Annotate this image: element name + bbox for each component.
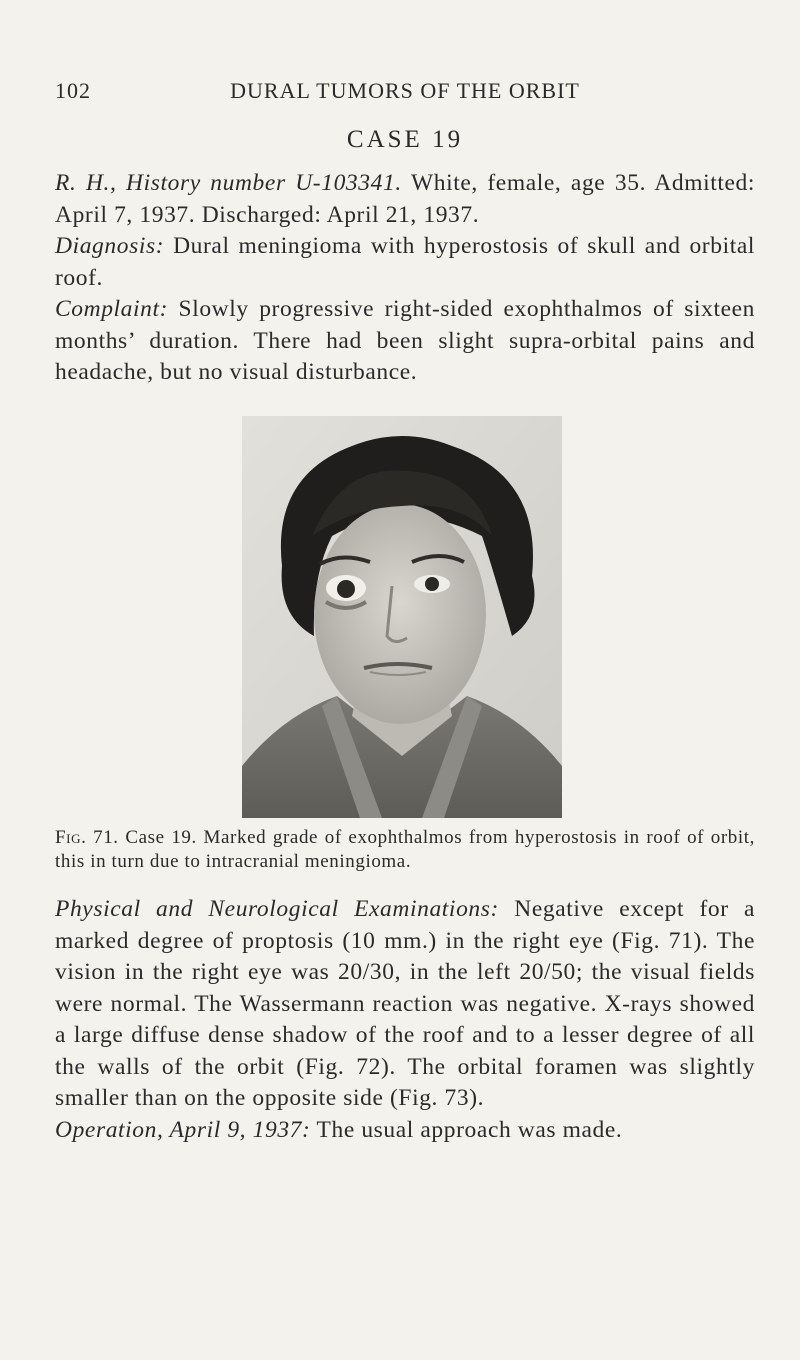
case-findings [55, 894, 755, 1146]
portrait-image [242, 416, 562, 818]
patient-paragraph [55, 168, 755, 231]
running-title: DURAL TUMORS OF THE ORBIT [230, 78, 580, 103]
history-number: History number U-103341. [126, 170, 402, 196]
page-number: 102 [55, 78, 91, 103]
figure-label: Fig. 71. [55, 827, 119, 848]
operation-text: The usual approach was made. [316, 1116, 623, 1143]
figure-caption [55, 826, 755, 874]
complaint-label: Complaint: [55, 296, 169, 322]
diagnosis-label: Diagnosis: [55, 233, 165, 259]
case-summary [55, 168, 755, 389]
examinations-label: Physical and Neurological Examinations: [55, 896, 499, 922]
examinations-text: Negative except for a marked degree of proptosis (10 mm.) in the right eye (Fig. 71). The vision in the right eye was 20/30, in the left 20/50; the visual fields were normal. The Wassermann reaction was negative. X-rays showed a large diffuse dense shadow of the roof and to a lesser degree of all the walls of the orbit (Fig. 72). The orbital foramen was slightly smaller than on the opposite side (Fig. 73). [55, 896, 755, 1111]
diagnosis-text: Dural meningioma with hyperostosis of skull and orbital roof. [55, 233, 755, 291]
operation-label: Operation, April 9, 1937: [55, 1116, 311, 1143]
patient-initials: R. H., [55, 170, 117, 196]
running-head [55, 78, 755, 108]
case-heading: CASE 19 [346, 126, 464, 153]
complaint-text: Slowly progressive right-sided exophthalmos of sixteen months’ duration. There had been slight supra-orbital pains and headache, but no visual disturbance. [55, 296, 755, 385]
patient-photograph [242, 416, 562, 818]
patient-details: White, female, age 35. Admitted: April 7, 1937. Discharged: April 21, 1937. [55, 170, 755, 228]
complaint-paragraph [55, 294, 755, 389]
book-page [55, 0, 755, 1360]
examinations-paragraph [55, 894, 755, 1115]
figure-caption-text: Case 19. Marked grade of exophthalmos from hyperostosis in roof of orbit, this in turn due to intracranial meningioma. [55, 827, 756, 872]
operation-paragraph [55, 1115, 755, 1147]
diagnosis-paragraph [55, 231, 755, 294]
